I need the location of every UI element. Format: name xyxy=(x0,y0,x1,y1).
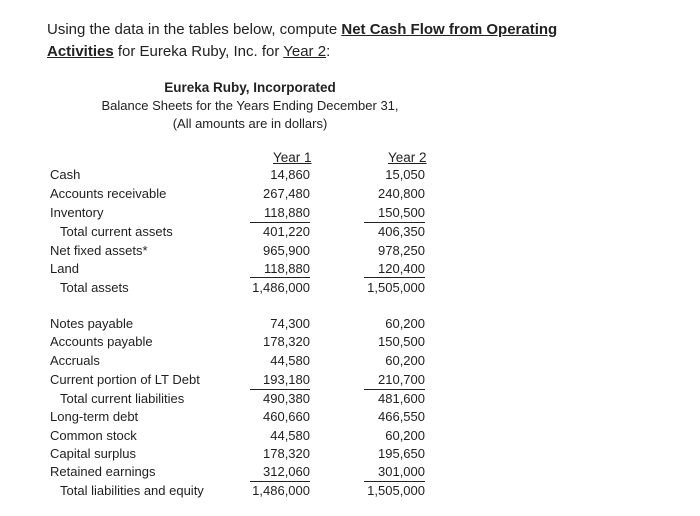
row-value-year1: 312,060 xyxy=(263,464,310,479)
row-value-year1: 14,860 xyxy=(270,167,310,182)
row-value-year2: 1,505,000 xyxy=(367,280,425,295)
row-value-year2: 301,000 xyxy=(378,464,425,479)
row-value-year1: 118,880 xyxy=(263,261,310,276)
question-topic-line1: Net Cash Flow from Operating xyxy=(341,21,558,38)
row-value-year1: 267,480 xyxy=(263,186,310,201)
row-value-year2: 60,200 xyxy=(385,316,425,331)
row-label: Total liabilities and equity xyxy=(60,483,204,498)
question-text xyxy=(47,19,667,63)
question-intro: Using the data in the tables below, compute xyxy=(47,21,342,38)
row-label: Current portion of LT Debt xyxy=(50,372,200,387)
column-header-year1: Year 1 xyxy=(273,150,312,165)
row-label: Land xyxy=(50,261,79,276)
row-label: Retained earnings xyxy=(50,464,156,479)
rule-assets-subtotal-y2 xyxy=(364,222,425,223)
rule-liab-total-y1 xyxy=(250,481,310,482)
row-label: Notes payable xyxy=(50,316,134,331)
row-label: Capital surplus xyxy=(50,446,136,461)
row-label: Long-term debt xyxy=(50,409,139,424)
row-value-year1: 178,320 xyxy=(263,446,310,461)
row-value-year1: 1,486,000 xyxy=(252,280,310,295)
row-label: Accounts receivable xyxy=(50,186,167,201)
row-value-year1: 1,486,000 xyxy=(252,483,310,498)
row-label: Total assets xyxy=(60,280,129,295)
row-value-year2: 466,550 xyxy=(378,409,425,424)
row-value-year2: 60,200 xyxy=(385,428,425,443)
rule-liab-subtotal-y1 xyxy=(250,389,310,390)
row-label: Inventory xyxy=(50,205,104,220)
question-topic-line2: Activities xyxy=(47,43,114,60)
row-label: Total current assets xyxy=(60,224,173,239)
row-value-year2: 195,650 xyxy=(378,446,425,461)
row-label: Accounts payable xyxy=(50,334,153,349)
question-end: : xyxy=(326,43,331,60)
row-value-year1: 74,300 xyxy=(270,316,310,331)
row-value-year2: 15,050 xyxy=(385,167,425,182)
rule-liab-total-y2 xyxy=(364,481,425,482)
row-label: Net fixed assets* xyxy=(50,243,148,258)
row-value-year2: 978,250 xyxy=(378,243,425,258)
sheet-subtitle: Balance Sheets for the Years Ending December 31, xyxy=(101,98,399,113)
rule-assets-total-y2 xyxy=(364,277,425,278)
column-header-year2: Year 2 xyxy=(388,150,427,165)
row-value-year2: 150,500 xyxy=(378,205,425,220)
row-value-year2: 60,200 xyxy=(385,353,425,368)
units-note: (All amounts are in dollars) xyxy=(172,116,328,131)
row-value-year2: 150,500 xyxy=(378,334,425,349)
row-value-year1: 965,900 xyxy=(263,243,310,258)
row-label: Common stock xyxy=(50,428,137,443)
row-value-year2: 210,700 xyxy=(378,372,425,387)
row-value-year1: 44,580 xyxy=(270,353,310,368)
row-label: Accruals xyxy=(50,353,100,368)
row-value-year2: 481,600 xyxy=(378,391,425,406)
row-value-year2: 406,350 xyxy=(378,224,425,239)
row-label: Total current liabilities xyxy=(60,391,185,406)
row-value-year2: 120,400 xyxy=(378,261,425,276)
row-value-year1: 490,380 xyxy=(263,391,310,406)
rule-assets-total-y1 xyxy=(250,277,310,278)
rule-assets-subtotal-y1 xyxy=(250,222,310,223)
question-year: Year 2 xyxy=(283,43,327,60)
row-value-year1: 460,660 xyxy=(263,409,310,424)
row-value-year2: 1,505,000 xyxy=(367,483,425,498)
company-name: Eureka Ruby, Incorporated xyxy=(164,80,336,95)
question-middle: for Eureka Ruby, Inc. for xyxy=(113,43,284,60)
row-label: Cash xyxy=(50,167,81,182)
rule-liab-subtotal-y2 xyxy=(364,389,425,390)
row-value-year1: 118,880 xyxy=(263,205,310,220)
row-value-year1: 193,180 xyxy=(263,372,310,387)
row-value-year2: 240,800 xyxy=(378,186,425,201)
row-value-year1: 401,220 xyxy=(263,224,310,239)
row-value-year1: 178,320 xyxy=(263,334,310,349)
row-value-year1: 44,580 xyxy=(270,428,310,443)
